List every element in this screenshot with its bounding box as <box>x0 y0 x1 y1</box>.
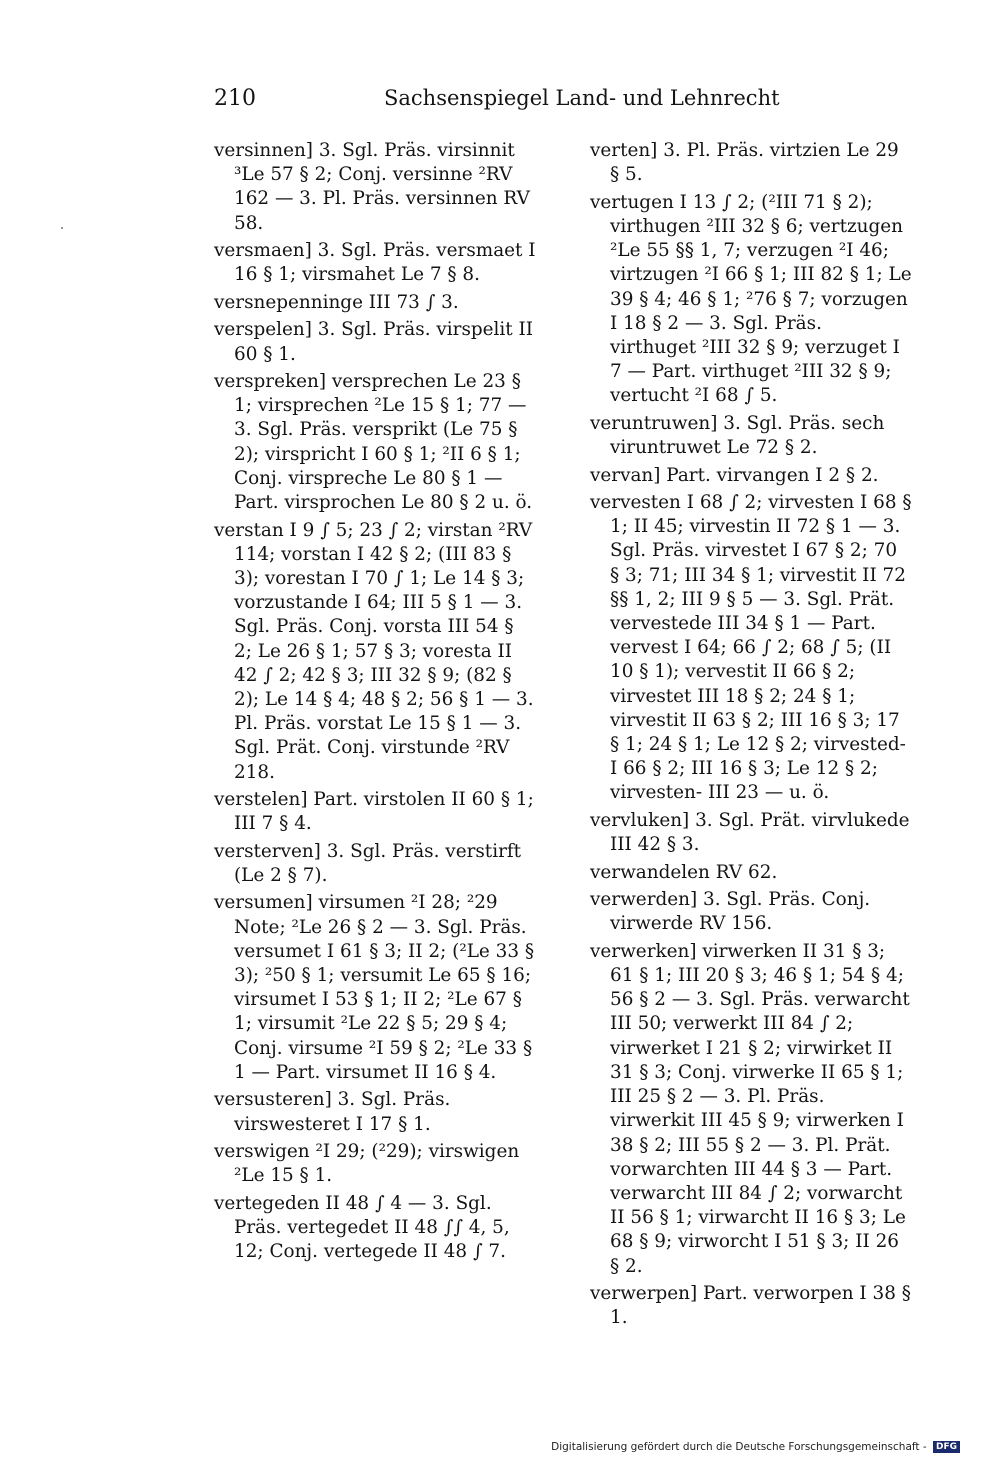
index-entry: vervesten I 68 ∫ 2; virvesten I 68 § 1; II 45; virvestin II 72 § 1 — 3. Sgl. Präs. virvestet I 67 § 2; 70 § 3; 71; III 34 § 1; virvestit II 72 §§ 1, 2; III 9 § 5 — 3. Sgl. Prät. vervestede III 34 § 1 — Part. vervest I 64; 66 ∫ 2; 68 ∫ 5; (II 10 § 1); vervestit II 66 § 2; virvestet III 18 § 2; 24 § 1; virvestit II 63 § 2; III 16 § 3; 17 § 1; 24 § 1; Le 12 § 2; virvested- I 66 § 2; III 16 § 3; Le 12 § 2; virvesten- III 23 — u. ö. <box>590 492 912 804</box>
index-entry: verspelen] 3. Sgl. Präs. virspelit II 60 § 1. <box>214 319 534 365</box>
index-entry: vertugen I 13 ∫ 2; (²III 71 § 2); virthugen ²III 32 § 6; vertzugen ²Le 55 §§ 1, 7; verzugen ²I 46; virtzugen ²I 66 § 1; III 82 § 1; Le 39 § 4; 46 § 1; ²76 § 7; vorzugen I 18 § 2 — 3. Sgl. Präs. virthuget ²III 32 § 9; verzuget I 7 — Part. virthuget ²III 32 § 9; vertucht ²I 68 ∫ 5. <box>590 191 912 407</box>
index-entry: verspreken] versprechen Le 23 § 1; virsprechen ²Le 15 § 1; 77 — 3. Sgl. Präs. versprikt (Le 75 § 2); virspricht I 60 § 1; ²II 6 § 1; Conj. virspreche Le 80 § 1 — Part. virsprochen Le 80 § 2 u. ö. <box>214 371 533 514</box>
index-entry: versterven] 3. Sgl. Präs. verstirft (Le 2 § 7). <box>214 840 522 886</box>
index-entry: versinnen] 3. Sgl. Präs. virsinnit ³Le 57 § 2; Conj. versinne ²RV 162 — 3. Pl. Präs. versinnen RV 58. <box>214 140 530 234</box>
index-entry: verwerken] virwerken II 31 § 3; 61 § 1; III 20 § 3; 46 § 1; 54 § 4; 56 § 2 — 3. Sgl. Präs. verwarcht III 50; verwerkt III 84 ∫ 2; virwerket I 21 § 2; virwirket II 31 § 3; Conj. virwerke II 65 § 1; III 25 § 2 — 3. Pl. Präs. virwerkit III 45 § 9; virwerken I 38 § 2; III 55 § 2 — 3. Pl. Prät. vorwarchten III 44 § 3 — Part. verwarcht III 84 ∫ 2; vorwarcht II 56 § 1; virwarcht II 16 § 3; Le 68 § 9; virworcht I 51 § 3; II 26 § 2. <box>590 940 910 1277</box>
right-column <box>590 139 912 1334</box>
index-entry: versnepenninge III 73 ∫ 3. <box>214 291 459 313</box>
index-entry: veruntruwen] 3. Sgl. Präs. sech viruntruwet Le 72 § 2. <box>590 412 885 459</box>
running-title: Sachsenspiegel Land- und Lehnrecht <box>384 86 780 110</box>
page-number: 210 <box>214 86 256 111</box>
index-entry: verwerden] 3. Sgl. Präs. Conj. virwerde RV 156. <box>590 889 871 935</box>
index-entry: verswigen ²I 29; (²29); virswigen ²Le 15 § 1. <box>214 1141 520 1187</box>
index-entry: vervan] Part. virvangen I 2 § 2. <box>590 464 879 486</box>
page-header <box>214 86 914 118</box>
footer-credit: Digitalisierung gefördert durch die Deutsche Forschungsgemeinschaft - <box>551 1441 927 1453</box>
index-entry: vervluken] 3. Sgl. Prät. virvlukede III 42 § 3. <box>590 809 910 856</box>
index-entry: verten] 3. Pl. Präs. virtzien Le 29 § 5. <box>590 140 899 186</box>
index-entry: versusteren] 3. Sgl. Präs. virswesteret I 17 § 1. <box>214 1089 451 1135</box>
index-entry: verwandelen RV 62. <box>590 861 778 883</box>
index-entry: verwerpen] Part. verworpen I 38 § 1. <box>590 1283 911 1329</box>
index-entry: verstelen] Part. virstolen II 60 § 1; III 7 § 4. <box>214 789 534 835</box>
index-entry: versumen] virsumen ²I 28; ²29 Note; ²Le 26 § 2 — 3. Sgl. Präs. versumet I 61 § 3; II 2; (²Le 33 § 3); ²50 § 1; versumit Le 65 § 16; virsumet I 53 § 1; II 2; ²Le 67 § 1; virsumit ²Le 22 § 5; 29 § 4; Conj. virsume ²I 59 § 2; ²Le 33 § 1 — Part. virsumet II 16 § 4. <box>214 892 535 1083</box>
scan-speck <box>61 227 63 229</box>
dfg-logo-icon: DFG <box>933 1441 960 1453</box>
index-entry: vertegeden II 48 ∫ 4 — 3. Sgl. Präs. vertegedet II 48 ∫∫ 4, 5, 12; Conj. vertegede II 48 ∫ 7. <box>214 1192 510 1263</box>
digitization-footer <box>551 1441 960 1453</box>
left-column <box>214 139 536 1268</box>
index-entry: versmaen] 3. Sgl. Präs. versmaet I 16 § 1; virsmahet Le 7 § 8. <box>214 240 536 286</box>
index-entry: verstan I 9 ∫ 5; 23 ∫ 2; virstan ²RV 114; vorstan I 42 § 2; (III 83 § 3); vorestan I 70 ∫ 1; Le 14 § 3; vorzustande I 64; III 5 § 1 — 3. Sgl. Präs. Conj. vorsta III 54 § 2; Le 26 § 1; 57 § 3; voresta II 42 ∫ 2; 42 § 3; III 32 § 9; (82 § 2); Le 14 § 4; 48 § 2; 56 § 1 — 3. Pl. Präs. vorstat Le 15 § 1 — 3. Sgl. Prät. Conj. virstunde ²RV 218. <box>214 519 534 783</box>
